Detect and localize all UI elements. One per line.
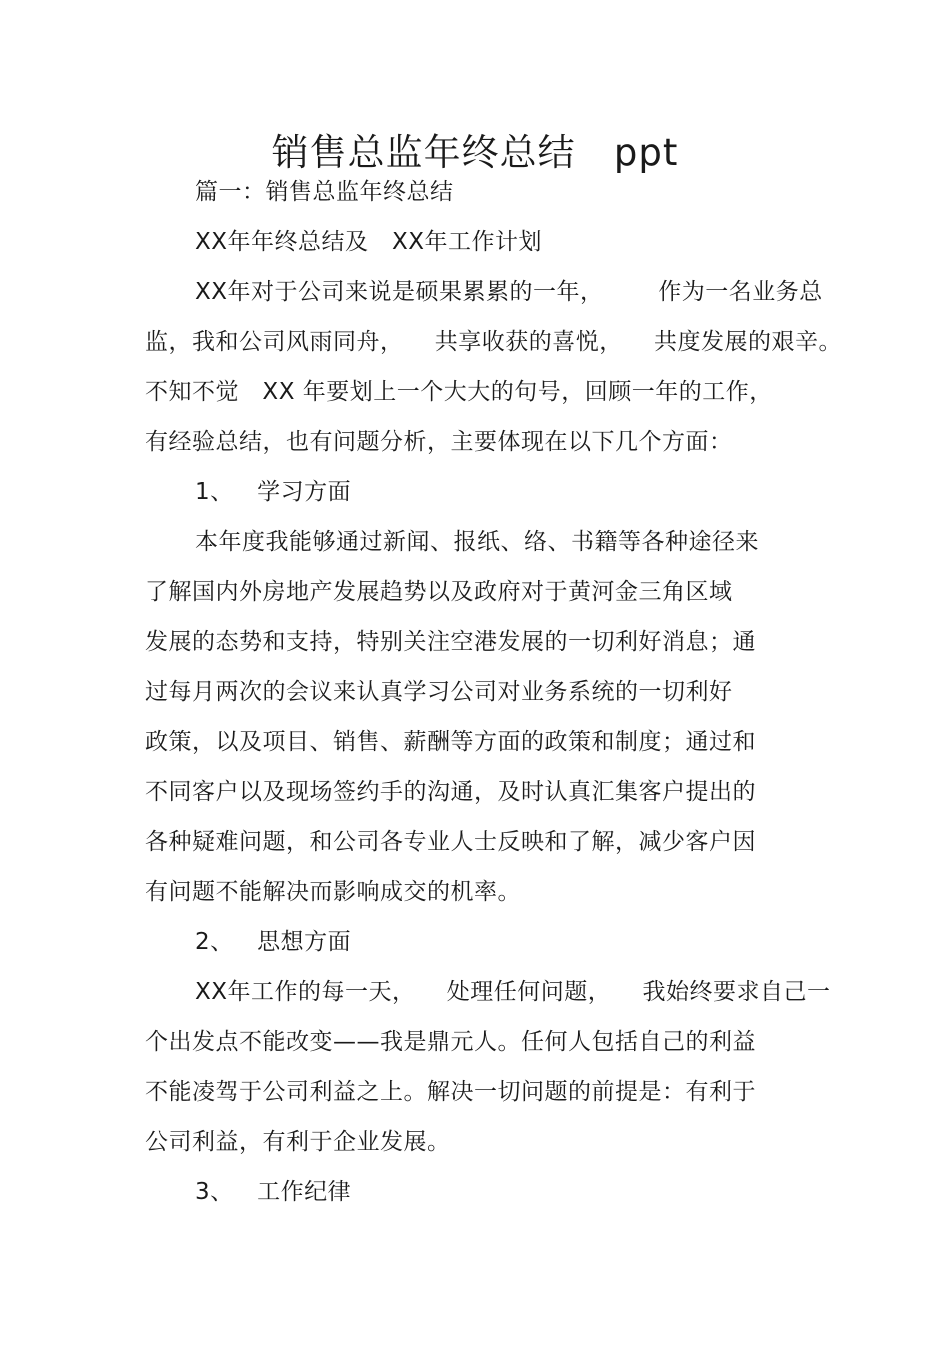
paragraph-line: 政策，以及项目、销售、薪酬等方面的政策和制度；通过和 bbox=[145, 729, 756, 755]
paragraph-line: 不同客户以及现场签约手的沟通，及时认真汇集客户提出的 bbox=[145, 779, 756, 805]
paragraph-line: XX年对于公司来说是硕果累累的一年， 作为一名业务总 bbox=[195, 279, 823, 305]
paragraph-line: XX年工作的每一天， 处理任何问题， 我始终要求自己一 bbox=[195, 979, 831, 1005]
paragraph-line: 不能凌驾于公司利益之上。解决一切问题的前提是：有利于 bbox=[145, 1079, 756, 1105]
paragraph-line: 过每月两次的会议来认真学习公司对业务系统的一切利好 bbox=[145, 679, 733, 705]
paragraph-line: 公司利益，有利于企业发展。 bbox=[145, 1129, 451, 1155]
paragraph-line: 发展的态势和支持，特别关注空港发展的一切利好消息；通 bbox=[145, 629, 756, 655]
paragraph-line: 个出发点不能改变——我是鼎元人。任何人包括自己的利益 bbox=[145, 1029, 756, 1055]
section-heading: 篇一：销售总监年终总结 bbox=[195, 179, 454, 205]
paragraph-line: 本年度我能够通过新闻、报纸、络、书籍等各种途径来 bbox=[195, 529, 759, 555]
list-heading-learning: 1、 学习方面 bbox=[195, 479, 352, 505]
paragraph-line: 有经验总结，也有问题分析，主要体现在以下几个方面： bbox=[145, 429, 733, 455]
page-title: 销售总监年终总结 ppt bbox=[271, 131, 679, 174]
paragraph-line: 有问题不能解决而影响成交的机率。 bbox=[145, 879, 521, 905]
list-heading-thought: 2、 思想方面 bbox=[195, 929, 352, 955]
paragraph-line: 不知不觉 XX 年要划上一个大大的句号，回顾一年的工作， bbox=[145, 379, 773, 405]
paragraph-line: 监，我和公司风雨同舟， 共享收获的喜悦， 共度发展的艰辛。 bbox=[145, 329, 842, 355]
paragraph-line: 了解国内外房地产发展趋势以及政府对于黄河金三角区域 bbox=[145, 579, 733, 605]
list-heading-discipline: 3、 工作纪律 bbox=[195, 1179, 352, 1205]
paragraph-line: 各种疑难问题，和公司各专业人士反映和了解，减少客户因 bbox=[145, 829, 756, 855]
subtitle-line: XX年年终总结及 XX年工作计划 bbox=[195, 229, 542, 255]
